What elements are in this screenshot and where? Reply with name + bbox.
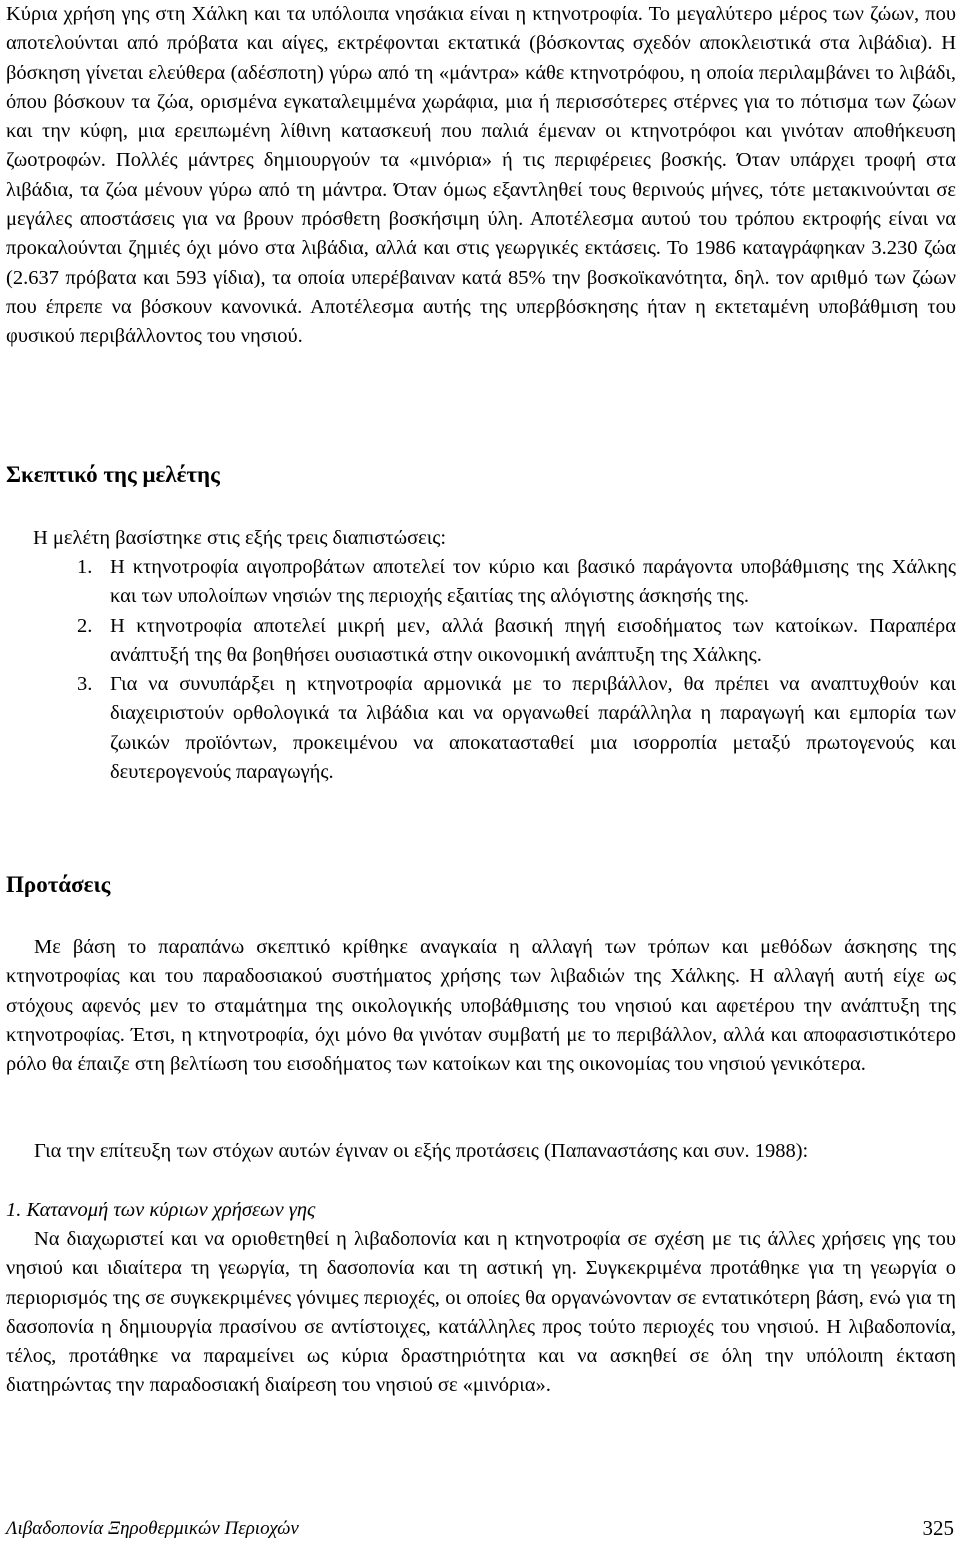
land-use-paragraph: Να διαχωριστεί και να οριοθετηθεί η λιβαδοπονία και η κτηνοτροφία σε σχέση με τις άλλες χρήσεις γης του νησιού και ιδιαίτερα τη γεωργία, τη δασοπονία και τη αστική γη. Συγκεκριμένα προτάθηκε για τη γεωργία ο περιορισμός της σε συγκεκριμένες γόνιμες περιοχές, οι οποίες θα οργανώνονταν σε εντατικότερη βάση, ενώ για τη δασοπονία η δημιουργία πρασίνου σε αντίστοιχες, κατάλληλες προς τούτο περιοχές του νησιού. Η λιβαδοπονία, τέλος, προτάθηκε να παραμείνει ως κύρια δραστηριότητα και να ασκηθεί σε όλη την υπόλοιπη έκταση διατηρώντας την παραδοσιακή διαίρεση του νησιού σε «μινόρια». xyxy=(6,1228,956,1397)
list-item-number: 1. xyxy=(77,556,93,578)
list-item-number: 3. xyxy=(77,673,93,696)
list-item xyxy=(77,612,956,671)
list-item-text: Η κτηνοτροφία αποτελεί μικρή μεν, αλλά βασική πηγή εισοδήματος των κατοίκων. Παραπέρα ανάπτυξή της θα βοηθήσει ουσιαστικά στην οικονομική ανάπτυξη της Χάλκης. xyxy=(110,614,956,666)
page-number: 325 xyxy=(922,1516,954,1540)
list-item xyxy=(77,670,956,787)
rationale-intro: Η μελέτη βασίστηκε στις εξής τρεις διαπιστώσεις: xyxy=(33,527,447,549)
list-item xyxy=(77,553,956,612)
subheading-land-use: 1. Κατανομή των κύριων χρήσεων γης xyxy=(6,1199,316,1221)
proposals-paragraph: Με βάση το παραπάνω σκεπτικό κρίθηκε αναγκαία η αλλαγή των τρόπων και μεθόδων άσκησης της κτηνοτροφίας και του παραδοσιακού συστήματος χρήσης των λιβαδιών της Χάλκης. Η αλλαγή αυτή είχε ως στόχους αφενός μεν το σταμάτημα της οικολογικής υποβάθμισης του νησιού και αφετέρου την ανάπτυξη της κτηνοτροφίας. Έτσι, η κτηνοτροφία, όχι μόνο θα γινόταν συμβατή με το περιβάλλον, αλλά και αποφασιστικότερο ρόλο θα έπαιζε στη βελτίωση του εισοδήματος των κατοίκων και της οικονομίας του νησιού γενικότερα. xyxy=(6,936,956,1076)
findings-list xyxy=(77,553,956,787)
running-title: Λιβαδοπονία Ξηροθερμικών Περιοχών xyxy=(6,1518,299,1539)
body-paragraph: Κύρια χρήση γης στη Χάλκη και τα υπόλοιπα νησάκια είναι η κτηνοτροφία. Το μεγαλύτερο μέρος των ζώων, που αποτελούνται από πρόβατα και αίγες, εκτρέφονται εκτατικά (βόσκοντας σχεδόν αποκλειστικά στα λιβάδια). Η βόσκηση γίνεται ελεύθερα (αδέσποτη) γύρω από τη «μάντρα» κάθε κτηνοτρόφου, η οποία περιλαμβάνει το λιβάδι, όπου βόσκουν τα ζώα, ορισμένα εγκαταλειμμένα χωράφια, μια ή περισσότερες στέρνες για το πότισμα των ζώων και την κύφη, μια ερειπωμένη λίθινη κατασκευή που παλιά έμεναν οι κτηνοτρόφοι και γινόταν αποθήκευση ζωοτροφών. Πολλές μάντρες δημιουργούν τα «μινόρια» ή τις περιφέρειες βοσκής. Όταν υπάρχει τροφή στα λιβάδια, τα ζώα μένουν γύρω από τη μάντρα. Όταν όμως εξαντληθεί τους θερινούς μήνες, τότε μετακινούνται σε μεγάλες αποστάσεις για να βρουν πρόσθετη βοσκήσιμη ύλη. Αποτέλεσμα αυτού του τρόπου εκτροφής είναι να προκαλούνται ζημιές όχι μόνο στα λιβάδια, αλλά και στις γεωργικές εκτάσεις. Το 1986 καταγράφηκαν 3.230 ζώα (2.637 πρόβατα και 593 γίδια), τα οποία υπερέβαιναν κατά 85% την βοσκοϊκανότητα, δηλ. τον αριθμό των ζώων που έπρεπε να βόσκουν κανονικά. Αποτέλεσμα αυτής της υπερβόσκησης ήταν η εκτεταμένη υποβάθμιση του φυσικού περιβάλλοντος του νησιού. xyxy=(6,3,956,348)
list-item-text: Η κτηνοτροφία αιγοπροβάτων αποτελεί τον κύριο και βασικό παράγοντα υποβάθμισης της Χάλκης και των υπολοίπων νησιών της περιοχής εξαιτίας της αλόγιστης άσκησής της. xyxy=(110,556,956,608)
section-heading-rationale: Σκεπτικό της μελέτης xyxy=(6,462,220,487)
list-item-text: Για να συνυπάρξει η κτηνοτροφία αρμονικά με το περιβάλλον, θα πρέπει να αναπτυχθούν και διαχειριστούν ορθολογικά τα λιβάδια και να οργανωθεί παράλληλα η παραγωγή και εμπορία των ζωικών προϊόντων, προκειμένου να αποκατασταθεί μια ισορροπία μεταξύ πρωτογενούς και δευτερογενούς παραγωγής. xyxy=(110,673,956,784)
proposals-goals-paragraph: Για την επίτευξη των στόχων αυτών έγιναν οι εξής προτάσεις (Παπαναστάσης και συν. 1988): xyxy=(34,1140,809,1162)
list-item-number: 2. xyxy=(77,614,93,637)
section-heading-proposals: Προτάσεις xyxy=(6,872,111,897)
